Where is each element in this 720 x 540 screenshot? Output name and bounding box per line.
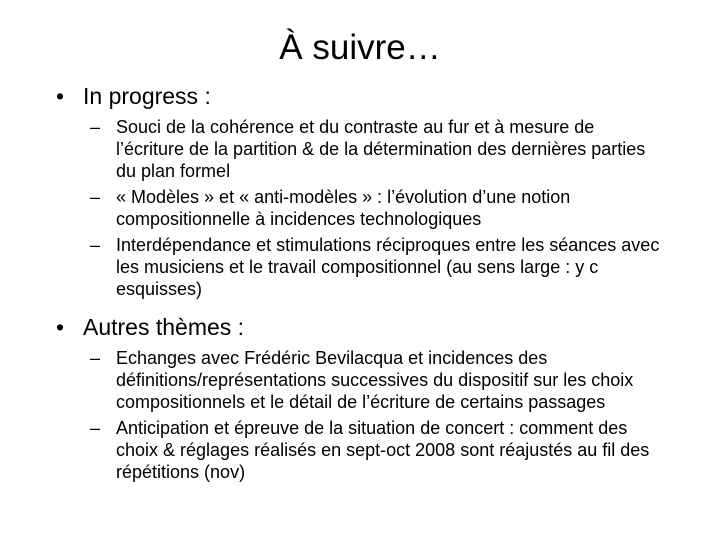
sub-item-list <box>56 347 666 483</box>
bullet-icon: • <box>56 314 65 340</box>
dash-icon: – <box>90 187 101 207</box>
sub-item-list <box>56 116 666 300</box>
section-heading <box>56 82 666 110</box>
list-item-text: Anticipation et épreuve de la situation de concert : comment des choix & réglages réalisés en sept-oct 2008 sont réajustés au fil des répétitions (nov) <box>116 418 650 482</box>
list-item <box>56 234 666 300</box>
section-heading-text: Autres thèmes : <box>83 314 245 340</box>
list-item-text: Echanges avec Frédéric Bevilacqua et incidences des définitions/représentations successives du dispositif sur les choix compositionnels et le détail de l’écriture de certains passages <box>116 348 634 412</box>
list-item <box>56 417 666 483</box>
section-heading <box>56 313 666 341</box>
list-item <box>56 186 666 230</box>
list-item <box>56 347 666 413</box>
section-heading-text: In progress : <box>83 83 211 109</box>
list-item-text: Souci de la cohérence et du contraste au fur et à mesure de l’écriture de la partition & de la détermination des dernières parties du plan formel <box>116 117 646 181</box>
dash-icon: – <box>90 418 101 438</box>
bullet-icon: • <box>56 83 65 109</box>
list-item <box>56 116 666 182</box>
dash-icon: – <box>90 235 101 255</box>
list-item-text: « Modèles » et « anti-modèles » : l’évolution d’une notion compositionnelle à incidences technologiques <box>116 187 571 229</box>
section-autres-themes <box>56 313 666 487</box>
dash-icon: – <box>90 117 101 137</box>
slide-title: À suivre… <box>279 28 441 67</box>
dash-icon: – <box>90 348 101 368</box>
section-in-progress <box>56 82 666 304</box>
list-item-text: Interdépendance et stimulations réciproques entre les séances avec les musiciens et le travail compositionnel (au sens large : y c esquisses) <box>116 235 660 299</box>
